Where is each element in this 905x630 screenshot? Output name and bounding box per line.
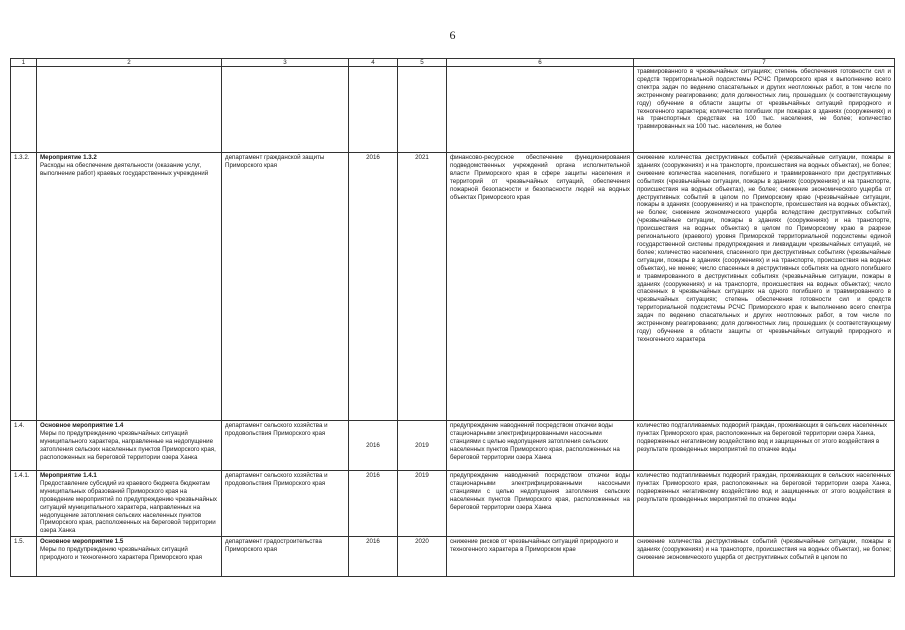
activity-cell — [37, 67, 222, 153]
table-row — [11, 153, 895, 421]
table-row — [11, 421, 895, 471]
page-number: 6 — [449, 28, 456, 42]
column-number-row — [11, 59, 895, 67]
row-number: 1.5. — [11, 537, 37, 577]
end-year: 2020 — [398, 537, 447, 577]
department-cell: департамент градостроительства Приморского края — [222, 537, 349, 577]
start-year: 2016 — [349, 421, 398, 471]
start-year: 2016 — [349, 471, 398, 537]
table-row — [11, 471, 895, 537]
activity-title: Мероприятие 1.3.2 — [40, 154, 97, 161]
activity-description: Меры по предупреждению чрезвычайных ситуаций природного и техногенного характера Приморского края — [40, 546, 203, 562]
start-year: 2016 — [349, 537, 398, 577]
start-year — [349, 67, 398, 153]
table-row — [11, 67, 895, 153]
end-year — [398, 67, 447, 153]
activity-cell — [37, 471, 222, 537]
expected-result: предупреждение наводнений посредством откачки воды стационарными электрифицированными насосными станциями с целью недопущения затопления сельских населенных пунктов Приморского края, расположенных на береговой территории озера Ханка — [447, 421, 634, 471]
indicators-cell: снижение количества деструктивных событий (чрезвычайные ситуации, пожары в зданиях (сооружениях) и на транспорте, происшествия на водных объектах), не более; снижение количества населения, погибшего и травмированного при деструктивных событиях (чрезвычайные ситуации, пожары в зданиях (сооружениях) и на транспорте, происшествия на водных объектах), не более; снижение экономического ущерба от деструктивных событий в целом по Приморскому краю (чрезвычайные ситуации, пожары в зданиях (сооружениях) и на транспорте, происшествия на водных объектах), не более; снижение экономического ущерба вследствие деструктивных событий (чрезвычайные ситуации, пожары в зданиях (сооружениях) и на транспорте, происшествия на водных объектах) в целом по Приморскому краю в разрезе регионального (краевого) уровня Приморской территориальной подсистемы единой государственной системы предупреждения и ликвидации чрезвычайных ситуаций, не более; количество населения, спасенного при деструктивных событиях (чрезвычайные ситуации, пожары в зданиях (сооружениях) и на транспорте, происшествия на водных объектах), не менее; число спасенных в деструктивных событиях на одного погибшего и травмированного в деструктивных событиях (чрезвычайные ситуации, пожары в зданиях (сооружениях) и на транспорте, происшествия на водных объектах); число спасенных в чрезвычайных ситуациях на одного погибшего и травмированного в чрезвычайных ситуациях; степень обеспечения готовности сил и средств территориальной подсистемы РСЧС Приморского края к выполнению всего спектра задач по ведению спасательных и других неотложных работ, в том числе по экстренному реагированию; доля должностных лиц, прошедших (к соответствующему году) обучение в области защиты от чрезвычайных ситуаций природного и техногенного характера — [634, 153, 895, 421]
activity-cell — [37, 421, 222, 471]
department-cell: департамент гражданской защиты Приморского края — [222, 153, 349, 421]
column-number: 5 — [398, 59, 447, 67]
row-number: 1.4.1. — [11, 471, 37, 537]
column-number: 6 — [447, 59, 634, 67]
activity-cell — [37, 153, 222, 421]
column-number: 2 — [37, 59, 222, 67]
activity-title: Основное мероприятие 1.4 — [40, 422, 124, 429]
activity-description: Меры по предупреждению чрезвычайных ситуаций муниципального характера, направленные на недопущение затопления сельских населенных пунктов Приморского края, расположенных на береговой территории озера Ханка — [40, 429, 216, 461]
column-number: 7 — [634, 59, 895, 67]
start-year: 2016 — [349, 153, 398, 421]
indicators-cell: количество подтапливаемых подворий граждан, проживающих в сельских населенных пунктах Приморского края, расположенных на береговой территории озера Ханка, подверженных негативному воздействию вод и защищенных от этого воздействия в результате проведенных мероприятий по откачке воды — [634, 471, 895, 537]
column-number: 1 — [11, 59, 37, 67]
expected-result: предупреждение наводнений посредством откачки воды стационарными электрифицированными насосными станциями с целью недопущения затопления сельских населенных пунктов Приморского края, расположенных на береговой территории озера Ханка — [447, 471, 634, 537]
expected-result: финансово-ресурсное обеспечение функционирования подведомственных учреждений органа исполнительной власти Приморского края в сфере защиты населения и территорий от чрезвычайных ситуаций, обеспечения пожарной безопасности и безопасности людей на водных объектах Приморского края — [447, 153, 634, 421]
table-row — [11, 537, 895, 577]
activity-title: Основное мероприятие 1.5 — [40, 538, 124, 546]
indicators-cell: травмированного в чрезвычайных ситуациях; степень обеспечения готовности сил и средств территориальной подсистемы РСЧС Приморского края к выполнению всего спектра задач по ведению спасательных и других неотложных работ, в том числе по экстренному реагированию; доля должностных лиц, прошедших (к соответствующему году) обучение в области защиты от чрезвычайных ситуаций природного и техногенного характера; количество погибших при пожарах в зданиях (сооружениях) и на транспортных средствах на 100 тыс. населения, не более; количество травмированных на 100 тыс. населения, не более — [634, 67, 895, 153]
activity-title: Мероприятие 1.4.1 — [40, 472, 97, 479]
end-year: 2019 — [398, 421, 447, 471]
row-number: 1.4. — [11, 421, 37, 471]
activity-description: Предоставление субсидий из краевого бюджета бюджетам муниципальных образований Приморского края на проведение мероприятий по предупреждению чрезвычайных ситуаций муниципального характера, направленных на недопущение затопления сельских населенных пунктов Приморского края, расположенных на береговой территории озера Ханка — [40, 479, 218, 535]
row-number: 1.3.2. — [11, 153, 37, 421]
column-number: 3 — [222, 59, 349, 67]
indicators-cell: количество подтапливаемых подворий граждан, проживающих в сельских населенных пунктах Приморского края, расположенных на береговой территории озера Ханка, подверженных негативному воздействию вод и защищенных от этого воздействия в результате проведенных мероприятий по откачке воды — [634, 421, 895, 471]
department-cell — [222, 67, 349, 153]
column-number: 4 — [349, 59, 398, 67]
activity-description: Расходы на обеспечение деятельности (оказание услуг, выполнение работ) краевых государственных учреждений — [40, 161, 209, 177]
department-cell: департамент сельского хозяйства и продовольствия Приморского края — [222, 421, 349, 471]
program-activities-table — [10, 58, 895, 577]
expected-result — [447, 67, 634, 153]
row-number — [11, 67, 37, 153]
department-cell: департамент сельского хозяйства и продовольствия Приморского края — [222, 471, 349, 537]
end-year: 2019 — [398, 471, 447, 537]
indicators-cell: снижение количества деструктивных событий (чрезвычайные ситуации, пожары в зданиях (сооружениях) и на транспорте, происшествия на водных объектах), не более; снижение экономического ущерба от деструктивных событий в целом по — [634, 537, 895, 577]
expected-result: снижение рисков от чрезвычайных ситуаций природного и техногенного характера в Приморском крае — [447, 537, 634, 577]
end-year: 2021 — [398, 153, 447, 421]
activity-cell — [37, 537, 222, 577]
